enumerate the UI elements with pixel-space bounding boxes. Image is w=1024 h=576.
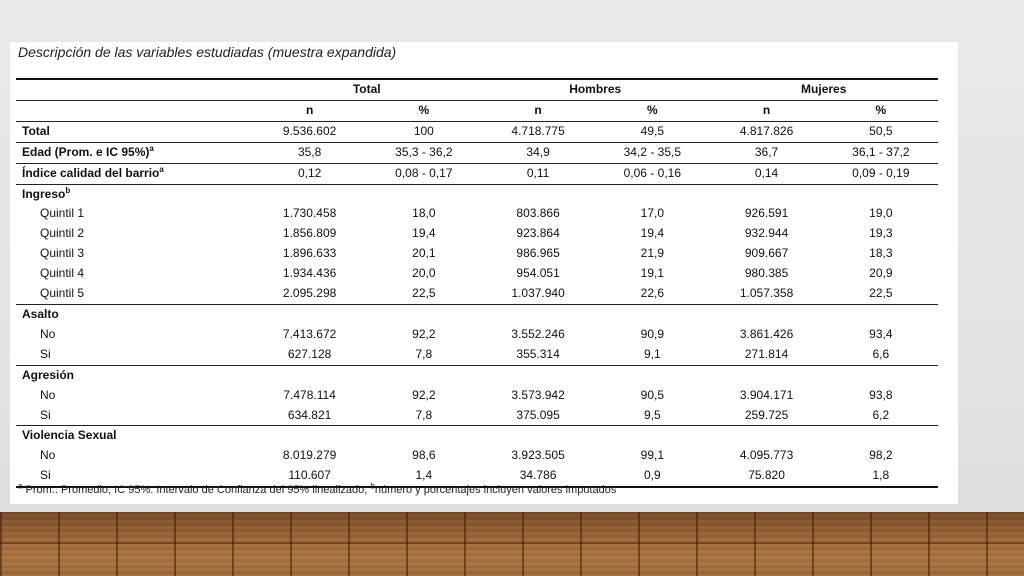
table-row-agresion-si	[16, 406, 938, 426]
table-row-q3	[16, 244, 938, 264]
row-label	[16, 224, 253, 244]
cell-value: 0,14	[709, 163, 823, 184]
cell-value: 90,5	[640, 387, 664, 402]
cell-value: 0,06 - 0,16	[595, 163, 709, 184]
cell-value: 4.817.826	[709, 121, 823, 142]
table-row-edad	[16, 142, 938, 163]
row-label	[16, 345, 253, 365]
footnote-marker: a	[149, 143, 154, 153]
cell-value: 0,9	[595, 466, 709, 487]
cell-value: 954.051	[516, 266, 560, 281]
cell-value: 909.667	[744, 246, 789, 261]
cell-value: 7,8	[415, 407, 433, 422]
table-title: Descripción de las variables estudiadas (muestra expandida)	[18, 44, 397, 60]
cell-value: 50,5	[824, 121, 938, 142]
cell-value: 19,3	[869, 226, 893, 241]
cell-value: 1,8	[824, 466, 938, 487]
cell-value	[824, 304, 938, 324]
cell-value	[367, 304, 481, 324]
row-label-text: Asalto	[22, 306, 59, 321]
cell-value: 75.820	[709, 466, 823, 487]
cell-value: 1.037.940	[511, 286, 565, 301]
cell-value: 22,5	[412, 286, 436, 301]
subheader-row	[16, 100, 938, 121]
cell-value	[367, 426, 481, 446]
cell-value: 6,2	[872, 407, 890, 422]
row-label	[16, 284, 253, 304]
footnote-marker-b: b	[370, 481, 375, 491]
col-n: n	[762, 102, 771, 117]
cell-value: 3.552.246	[511, 326, 565, 341]
table-row-violencia	[16, 426, 938, 446]
cell-value: 7,8	[415, 346, 433, 361]
cell-value: 34.786	[481, 466, 595, 487]
cell-value: 20,9	[869, 266, 893, 281]
cell-value: 1.730.458	[282, 206, 337, 221]
cell-value: 1.057.358	[739, 286, 794, 301]
cell-value	[709, 426, 823, 446]
cell-value	[824, 426, 938, 446]
row-label-text: Ingreso	[22, 186, 66, 201]
cell-value	[253, 365, 367, 385]
row-label	[16, 426, 253, 446]
cell-value: 1.934.436	[282, 266, 337, 281]
cell-value: 36,1 - 37,2	[824, 142, 938, 163]
cell-value: 19,1	[640, 266, 664, 281]
cell-value: 932.944	[744, 226, 789, 241]
cell-value: 17,0	[640, 206, 664, 221]
cell-value: 0,08 - 0,17	[367, 163, 481, 184]
cell-value: 35,3 - 36,2	[367, 142, 481, 163]
table-row-q1	[16, 204, 938, 224]
cell-value: 1.856.809	[282, 226, 337, 241]
cell-value	[595, 304, 709, 324]
cell-value: 3.923.505	[511, 448, 565, 463]
table-row-agresion-no	[16, 386, 938, 406]
col-pct: %	[646, 102, 658, 117]
cell-value: 375.095	[516, 407, 560, 422]
cell-value: 0,09 - 0,19	[824, 163, 938, 184]
table-row-indice	[16, 163, 938, 184]
col-pct: %	[875, 102, 887, 117]
cell-value: 21,9	[640, 246, 664, 261]
cell-value: 7.478.114	[283, 387, 336, 402]
cell-value: 3.861.426	[739, 326, 794, 341]
row-label	[16, 406, 253, 426]
cell-value: 93,8	[869, 387, 893, 402]
row-label-text: Quintil 4	[40, 266, 85, 281]
cell-value: 98,2	[869, 448, 893, 463]
table-row-ingreso	[16, 184, 938, 204]
cell-value: 3.573.942	[511, 387, 565, 402]
table-row-q4	[16, 264, 938, 284]
row-label	[16, 121, 253, 142]
cell-value: 926.591	[744, 206, 789, 221]
row-label-text: Edad (Prom. e IC 95%)	[22, 144, 150, 159]
row-label	[16, 304, 253, 324]
cell-value: 18,0	[412, 206, 436, 221]
cell-value	[481, 365, 595, 385]
cell-value: 99,1	[640, 448, 664, 463]
row-label-text: Si	[40, 346, 51, 361]
cell-value: 9,1	[643, 346, 661, 361]
cell-value: 9.536.602	[253, 121, 367, 142]
footnote-marker: b	[65, 185, 71, 195]
row-label	[16, 365, 253, 385]
group-header-row	[16, 79, 938, 100]
row-label-text: Quintil 1	[40, 206, 85, 221]
cell-value: 90,9	[640, 326, 664, 341]
cell-value: 98,6	[412, 448, 436, 463]
row-label-text: Índice calidad del barrio	[22, 165, 160, 180]
group-total: Total	[253, 79, 481, 100]
footnote-marker-a: a	[18, 481, 23, 491]
cell-value: 8.019.279	[282, 448, 337, 463]
cell-value	[824, 184, 938, 204]
row-label	[16, 264, 253, 284]
cell-value: 93,4	[869, 326, 893, 341]
cell-value: 259.725	[744, 407, 789, 422]
cell-value	[709, 365, 823, 385]
cell-value: 92,2	[412, 387, 436, 402]
cell-value: 4.718.775	[481, 121, 595, 142]
row-label	[16, 325, 253, 345]
cell-value: 35,8	[253, 142, 367, 163]
cell-value	[595, 426, 709, 446]
cell-value: 100	[367, 121, 481, 142]
table-row-asalto-si	[16, 345, 938, 365]
cell-value	[253, 304, 367, 324]
cell-value	[253, 184, 367, 204]
cell-value: 49,5	[595, 121, 709, 142]
table-row-total	[16, 121, 938, 142]
cell-value	[709, 304, 823, 324]
cell-value: 22,5	[869, 286, 893, 301]
footnote-text-b: número y porcentajes incluyen valores imputados	[374, 484, 617, 496]
cell-value: 19,4	[640, 226, 664, 241]
cell-value: 355.314	[516, 346, 560, 361]
cell-value	[481, 426, 595, 446]
cell-value: 0,11	[481, 163, 595, 184]
cell-value: 92,2	[412, 326, 436, 341]
cell-value: 2.095.298	[282, 286, 337, 301]
group-hombres: Hombres	[481, 79, 709, 100]
row-label-text: Violencia Sexual	[22, 428, 117, 443]
cell-value	[253, 426, 367, 446]
row-label-text: Quintil 5	[40, 286, 85, 301]
row-label-text: Total	[22, 123, 50, 138]
cell-value: 9,5	[643, 407, 661, 422]
col-n: n	[534, 102, 542, 117]
cell-value: 986.965	[516, 246, 560, 261]
row-label-text: Quintil 3	[40, 246, 85, 261]
cell-value	[595, 365, 709, 385]
row-label-text: No	[40, 326, 56, 341]
col-pct: %	[418, 102, 430, 117]
slide-card	[10, 42, 958, 504]
table-row-asalto	[16, 304, 938, 324]
cell-value: 1,4	[367, 466, 481, 487]
row-label	[16, 184, 253, 204]
cell-value: 36,7	[709, 142, 823, 163]
row-label-text: Si	[40, 407, 51, 422]
cell-value: 22,6	[640, 286, 664, 301]
row-label-text: Agresión	[22, 367, 75, 382]
row-label	[16, 386, 253, 406]
cell-value: 7.413.672	[282, 326, 337, 341]
cell-value	[481, 304, 595, 324]
group-mujeres: Mujeres	[709, 79, 938, 100]
row-label-text: Quintil 2	[40, 226, 85, 241]
cell-value	[824, 365, 938, 385]
cell-value: 34,2 - 35,5	[595, 142, 709, 163]
cell-value: 634.821	[287, 407, 332, 422]
footnote-text-a: Prom.: Promedio; IC 95%: Intervalo de Confianza del 95% linealizado;	[25, 484, 368, 496]
cell-value: 271.814	[744, 346, 789, 361]
cell-value	[481, 184, 595, 204]
cell-value: 980.385	[744, 266, 789, 281]
cell-value: 627.128	[287, 346, 332, 361]
cell-value: 3.904.171	[739, 387, 794, 402]
cell-value: 803.866	[516, 206, 560, 221]
cell-value: 19,4	[412, 226, 436, 241]
row-label-text: Si	[40, 468, 51, 483]
footnote	[18, 481, 617, 496]
row-label-text: No	[40, 387, 56, 402]
cell-value	[709, 184, 823, 204]
cell-value: 20,0	[412, 266, 436, 281]
cell-value: 20,1	[412, 246, 436, 261]
cell-value	[367, 365, 481, 385]
row-label	[16, 163, 253, 184]
cell-value: 34,9	[481, 142, 595, 163]
table-row-violencia-no	[16, 446, 938, 466]
cell-value: 18,3	[869, 246, 893, 261]
col-n: n	[305, 102, 314, 117]
cell-value: 110.607	[253, 466, 367, 487]
row-label-text: No	[40, 448, 56, 463]
table-row-agresion	[16, 365, 938, 385]
cell-value: 923.864	[516, 226, 560, 241]
row-label	[16, 204, 253, 224]
table-row-q5	[16, 284, 938, 304]
row-label	[16, 244, 253, 264]
cell-value: 0,12	[253, 163, 367, 184]
row-label	[16, 142, 253, 163]
cell-value: 6,6	[872, 346, 890, 361]
cell-value: 4.095.773	[739, 448, 794, 463]
footnote-marker: a	[159, 164, 164, 174]
table-row-q2	[16, 224, 938, 244]
cell-value	[595, 184, 709, 204]
row-label	[16, 446, 253, 466]
wood-floor-background	[0, 512, 1024, 576]
cell-value: 19,0	[869, 206, 893, 221]
table-row-asalto-no	[16, 325, 938, 345]
cell-value: 1.896.633	[282, 246, 337, 261]
cell-value	[367, 184, 481, 204]
